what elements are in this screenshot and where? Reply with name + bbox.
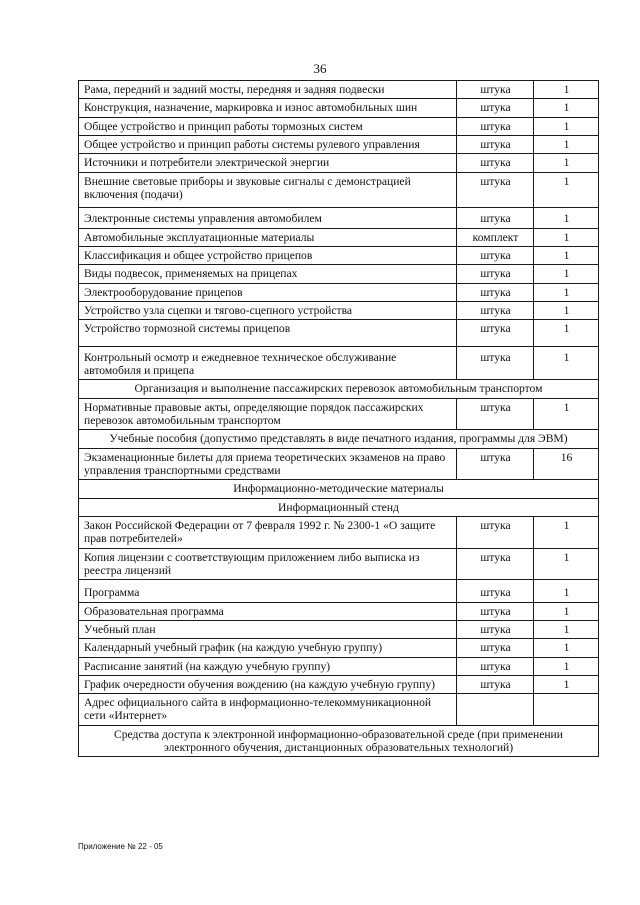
unit-cell: штука [457, 675, 534, 693]
unit-cell: штука [457, 620, 534, 638]
table-row [79, 301, 599, 319]
unit-cell: штука [457, 580, 534, 602]
quantity-cell: 1 [534, 602, 599, 620]
section-row [79, 480, 599, 498]
item-name-cell: Электронные системы управления автомобилем [79, 208, 457, 228]
table-row [79, 346, 599, 380]
unit-cell [457, 694, 534, 726]
item-name-cell: Расписание занятий (на каждую учебную группу) [79, 657, 457, 675]
item-name-cell: Закон Российской Федерации от 7 февраля 1992 г. № 2300-1 «О защите прав потребителей» [79, 516, 457, 548]
unit-cell: штука [457, 117, 534, 135]
table-row [79, 246, 599, 264]
table-row [79, 657, 599, 675]
item-name-cell: Внешние световые приборы и звуковые сигналы с демонстрацией включения (подачи) [79, 172, 457, 208]
item-name-cell: Рама, передний и задний мосты, передняя и задняя подвески [79, 81, 457, 99]
quantity-cell: 1 [534, 398, 599, 430]
table-row [79, 448, 599, 480]
item-name-cell: Устройство тормозной системы прицепов [79, 320, 457, 346]
unit-cell: штука [457, 548, 534, 580]
table-row [79, 265, 599, 283]
quantity-cell: 1 [534, 548, 599, 580]
unit-cell: штука [457, 602, 534, 620]
quantity-cell: 1 [534, 154, 599, 172]
item-name-cell: Программа [79, 580, 457, 602]
quantity-cell: 1 [534, 228, 599, 246]
item-name-cell: Контрольный осмотр и ежедневное техническое обслуживание автомобиля и прицепа [79, 346, 457, 380]
quantity-cell: 1 [534, 516, 599, 548]
quantity-cell: 1 [534, 172, 599, 208]
section-heading: Информационный стенд [79, 498, 599, 516]
unit-cell: штука [457, 265, 534, 283]
unit-cell: комплект [457, 228, 534, 246]
section-heading: Организация и выполнение пассажирских перевозок автомобильным транспортом [79, 380, 599, 398]
unit-cell: штука [457, 172, 534, 208]
unit-cell: штука [457, 320, 534, 346]
item-name-cell: Нормативные правовые акты, определяющие порядок пассажирских перевозок автомобильным транспортом [79, 398, 457, 430]
quantity-cell: 1 [534, 346, 599, 380]
table-row [79, 228, 599, 246]
quantity-cell: 1 [534, 81, 599, 99]
table-row [79, 172, 599, 208]
item-name-cell: Классификация и общее устройство прицепов [79, 246, 457, 264]
table-row [79, 580, 599, 602]
unit-cell: штука [457, 301, 534, 319]
section-heading: Средства доступа к электронной информационно-образовательной среде (при применении электронного обучения, дистанционных образовательных технологий) [79, 725, 599, 757]
equipment-table [78, 80, 599, 757]
section-row [79, 498, 599, 516]
table-row [79, 602, 599, 620]
table-row [79, 208, 599, 228]
item-name-cell: Экзаменационные билеты для приема теоретических экзаменов на право управления транспортными средствами [79, 448, 457, 480]
quantity-cell: 16 [534, 448, 599, 480]
unit-cell: штука [457, 639, 534, 657]
equipment-table-body [79, 81, 599, 757]
table-row [79, 320, 599, 346]
quantity-cell: 1 [534, 675, 599, 693]
quantity-cell: 1 [534, 265, 599, 283]
table-row [79, 398, 599, 430]
table-row [79, 620, 599, 638]
quantity-cell [534, 694, 599, 726]
item-name-cell: График очередности обучения вождению (на каждую учебную группу) [79, 675, 457, 693]
table-row [79, 639, 599, 657]
table-row [79, 117, 599, 135]
unit-cell: штука [457, 283, 534, 301]
unit-cell: штука [457, 154, 534, 172]
quantity-cell: 1 [534, 208, 599, 228]
page-number: 36 [313, 61, 327, 76]
quantity-cell: 1 [534, 301, 599, 319]
table-row [79, 81, 599, 99]
table-row [79, 154, 599, 172]
unit-cell: штука [457, 346, 534, 380]
table-row [79, 135, 599, 153]
item-name-cell: Виды подвесок, применяемых на прицепах [79, 265, 457, 283]
item-name-cell: Учебный план [79, 620, 457, 638]
table-row [79, 283, 599, 301]
quantity-cell: 1 [534, 246, 599, 264]
quantity-cell: 1 [534, 580, 599, 602]
quantity-cell: 1 [534, 639, 599, 657]
item-name-cell: Календарный учебный график (на каждую учебную группу) [79, 639, 457, 657]
quantity-cell: 1 [534, 283, 599, 301]
quantity-cell: 1 [534, 99, 599, 117]
unit-cell: штука [457, 516, 534, 548]
section-heading: Информационно-методические материалы [79, 480, 599, 498]
section-row [79, 380, 599, 398]
item-name-cell: Образовательная программа [79, 602, 457, 620]
unit-cell: штука [457, 657, 534, 675]
footer-note: Приложение № 22 - 05 [78, 842, 163, 851]
item-name-cell: Автомобильные эксплуатационные материалы [79, 228, 457, 246]
unit-cell: штука [457, 99, 534, 117]
item-name-cell: Общее устройство и принцип работы тормозных систем [79, 117, 457, 135]
item-name-cell: Электрооборудование прицепов [79, 283, 457, 301]
item-name-cell: Устройство узла сцепки и тягово-сцепного устройства [79, 301, 457, 319]
unit-cell: штука [457, 81, 534, 99]
unit-cell: штука [457, 448, 534, 480]
item-name-cell: Источники и потребители электрической энергии [79, 154, 457, 172]
quantity-cell: 1 [534, 117, 599, 135]
table-row [79, 694, 599, 726]
table-row [79, 675, 599, 693]
item-name-cell: Адрес официального сайта в информационно-телекоммуникационной сети «Интернет» [79, 694, 457, 726]
quantity-cell: 1 [534, 657, 599, 675]
quantity-cell: 1 [534, 620, 599, 638]
item-name-cell: Общее устройство и принцип работы системы рулевого управления [79, 135, 457, 153]
section-row [79, 725, 599, 757]
section-row [79, 430, 599, 448]
unit-cell: штука [457, 208, 534, 228]
quantity-cell: 1 [534, 320, 599, 346]
unit-cell: штука [457, 246, 534, 264]
item-name-cell: Копия лицензии с соответствующим приложением либо выписка из реестра лицензий [79, 548, 457, 580]
item-name-cell: Конструкция, назначение, маркировка и износ автомобильных шин [79, 99, 457, 117]
table-row [79, 516, 599, 548]
quantity-cell: 1 [534, 135, 599, 153]
table-row [79, 548, 599, 580]
unit-cell: штука [457, 135, 534, 153]
unit-cell: штука [457, 398, 534, 430]
table-row [79, 99, 599, 117]
section-heading: Учебные пособия (допустимо представлять в виде печатного издания, программы для ЭВМ) [79, 430, 599, 448]
